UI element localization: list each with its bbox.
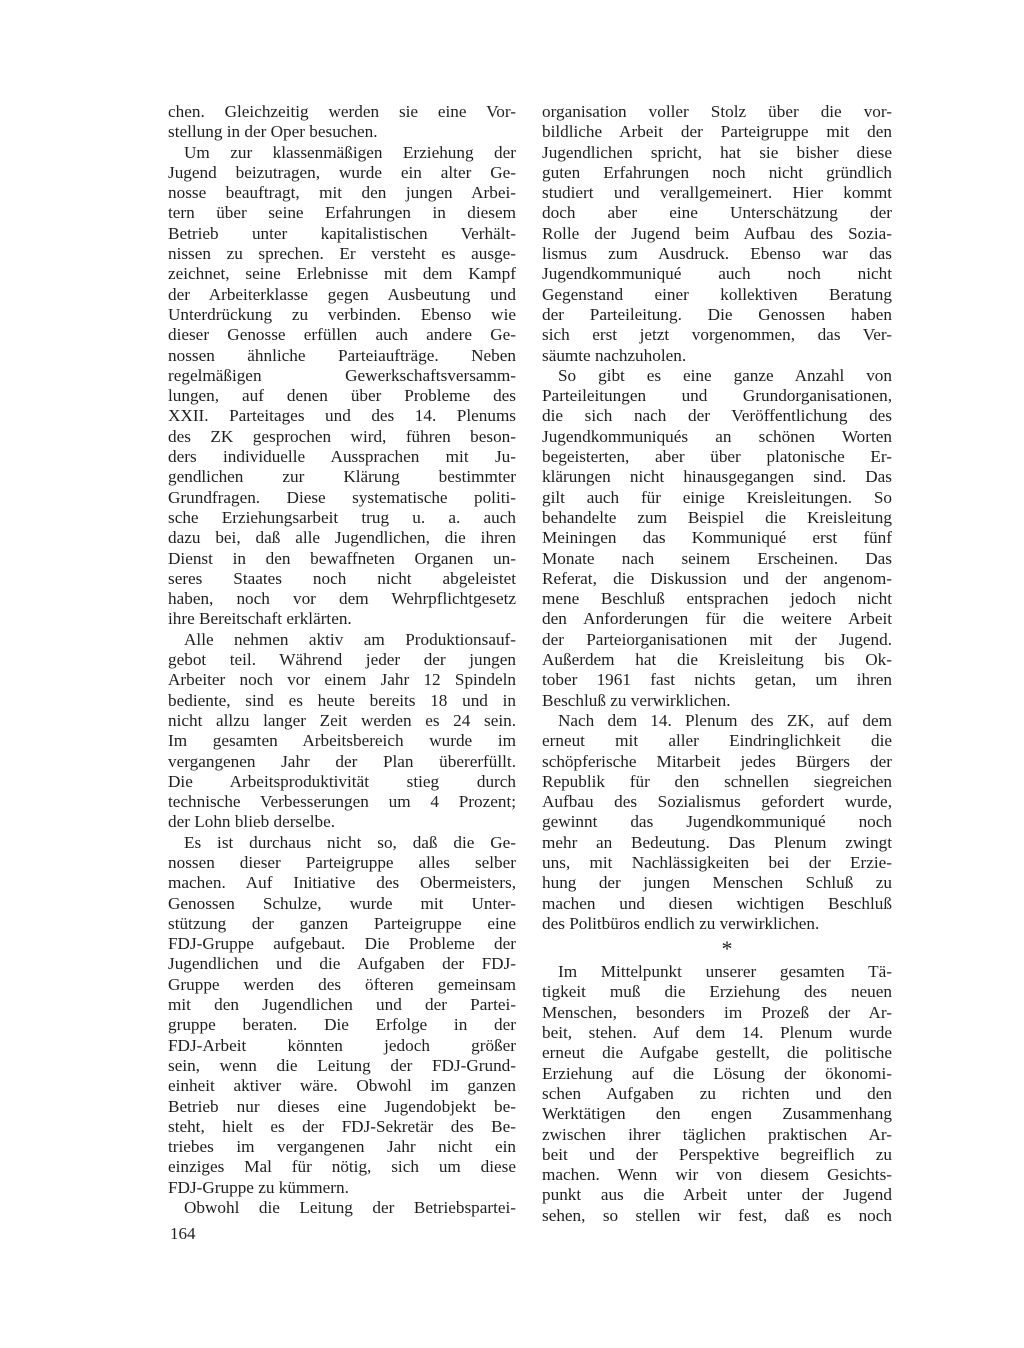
text-line: der Parteiorganisationen mit der Jugend. [542,629,892,649]
text-line: sein, wenn die Leitung der FDJ-Grund- [168,1055,516,1075]
text-line: säumte nachzuholen. [542,345,687,365]
text-line: erneut mit aller Eindringlichkeit die [542,731,892,751]
text-line: gendlichen zur Klärung bestimmter [168,467,516,487]
text-line: der Lohn blieb derselbe. [168,812,336,832]
text-line: begeisterten, aber über platonische Er- [542,447,892,467]
text-line: guten Erfahrungen noch nicht gründlich [542,162,892,182]
text-line: Gruppe werden des öfteren gemeinsam [168,974,516,994]
text-line: machen. Auf Initiative des Obermeisters, [168,873,516,893]
text-line: erneut die Aufgabe gestellt, die politische [542,1043,892,1063]
section-separator: * [721,936,733,962]
text-line: FDJ-Gruppe aufgebaut. Die Probleme der [168,934,516,954]
text-line: sich erst jetzt vorgenommen, das Ver- [542,325,892,345]
text-line: der Arbeiterklasse gegen Ausbeutung und [168,284,516,304]
text-line: Außerdem hat die Kreisleitung bis Ok- [542,650,892,670]
text-line: Monate nach seinem Erscheinen. Das [542,548,892,568]
text-line: Betrieb unter kapitalistischen Verhält- [168,223,516,243]
text-line: triebes im vergangenen Jahr nicht ein [168,1137,516,1157]
text-line: technische Verbesserungen um 4 Prozent; [168,792,516,812]
text-line: Die Arbeitsproduktivität stieg durch [168,771,516,791]
text-line: Parteileitungen und Grundorganisationen, [542,386,892,406]
text-line: Grundfragen. Diese systematische politi- [168,487,516,507]
text-line: Republik für den schnellen siegreichen [542,771,892,791]
text-line: machen. Wenn wir von diesem Gesichts- [542,1165,892,1185]
text-line: Gegenstand einer kollektiven Beratung [542,284,892,304]
text-line: einheit aktiver wäre. Obwohl im ganzen [168,1076,516,1096]
text-line: nossen dieser Parteigruppe alles selber [168,852,516,872]
text-line: FDJ-Arbeit könnten jedoch größer [168,1035,516,1055]
text-line: Beschluß zu verwirklichen. [542,690,731,710]
text-line: Referat, die Diskussion und der angenom- [542,568,892,588]
text-line: Dienst in den bewaffneten Organen un- [168,548,516,568]
text-line: klärungen nicht hinausgegangen sind. Das [542,467,892,487]
text-line: Unterdrückung zu verbinden. Ebenso wie [168,304,516,324]
text-line: Um zur klassenmäßigen Erziehung der [184,142,516,162]
text-line: lungen, auf denen über Probleme des [168,386,516,406]
text-line: stellung in der Oper besuchen. [168,122,378,142]
text-line: Im gesamten Arbeitsbereich wurde im [168,731,516,751]
text-line: bildliche Arbeit der Parteigruppe mit den [542,122,892,142]
text-line: dazu bei, daß alle Jugendlichen, die ihren [168,528,516,548]
text-line: Es ist durchaus nicht so, daß die Ge- [184,832,516,852]
text-line: tober 1961 fast nichts getan, um ihren [542,670,892,690]
text-line: regelmäßigen Gewerkschaftsversamm- [168,365,516,385]
text-line: mehr an Bedeutung. Das Plenum zwingt [542,832,892,852]
text-line: hung der jungen Menschen Schluß zu [542,873,892,893]
text-line: ders individuelle Aussprachen mit Ju- [168,447,516,467]
text-line: Obwohl die Leitung der Betriebspartei- [184,1198,516,1218]
text-line: Werktätigen den engen Zusammenhang [542,1104,892,1124]
text-line: Nach dem 14. Plenum des ZK, auf dem [558,710,892,730]
text-line: beit und der Perspektive begreiflich zu [542,1144,892,1164]
text-line: vergangenen Jahr der Plan übererfüllt. [168,751,516,771]
text-line: nissen zu sprechen. Er versteht es ausge- [168,244,516,264]
text-line: organisation voller Stolz über die vor- [542,102,892,121]
text-line: mene Beschluß entsprachen jedoch nicht [542,589,892,609]
text-line: Jugendlichen spricht, hat sie bisher diese [542,142,892,162]
text-line: seres Staates noch nicht abgeleistet [168,568,516,588]
text-line: Jugendlichen und die Aufgaben der FDJ- [168,954,516,974]
text-line: tern über seine Erfahrungen in diesem [168,203,516,223]
text-line: beit, stehen. Auf dem 14. Plenum wurde [542,1023,892,1043]
text-line: zeichnet, seine Erlebnisse mit dem Kampf [168,264,516,284]
text-line: doch aber eine Unterschätzung der [542,203,892,223]
text-line: schen Aufgaben zu richten und den [542,1083,892,1103]
text-line: der Parteileitung. Die Genossen haben [542,304,892,324]
text-line: Jugendkommuniqués an schönen Worten [542,426,892,446]
text-line: dieser Genosse erfüllen auch andere Ge- [168,325,516,345]
text-line: nicht allzu langer Zeit werden es 24 sein. [168,710,516,730]
text-line: Jugendkommuniqué auch noch nicht [542,264,892,284]
text-line: So gibt es eine ganze Anzahl von [558,365,892,385]
text-line: ihre Bereitschaft erklärten. [168,609,352,629]
text-line: stützung der ganzen Parteigruppe eine [168,913,516,933]
text-line: Betrieb nur dieses eine Jugendobjekt be- [168,1096,516,1116]
text-line: lismus zum Ausdruck. Ebenso war das [542,244,892,264]
text-line: gilt auch für einige Kreisleitungen. So [542,487,892,507]
text-line: einziges Mal für nötig, sich um diese [168,1157,516,1177]
text-line: gruppe beraten. Die Erfolge in der [168,1015,516,1035]
text-line: haben, noch vor dem Wehrpflichtgesetz [168,589,516,609]
text-line: tigkeit muß die Erziehung des neuen [542,982,892,1002]
text-line: machen und diesen wichtigen Beschluß [542,893,892,913]
text-line: punkt aus die Arbeit unter der Jugend [542,1185,892,1205]
text-line: XXII. Parteitages und des 14. Plenums [168,406,516,426]
text-line: zwischen ihrer täglichen praktischen Ar- [542,1124,892,1144]
text-line: Menschen, besonders im Prozeß der Ar- [542,1002,892,1022]
text-line: Genossen Schulze, wurde mit Unter- [168,893,516,913]
text-line: chen. Gleichzeitig werden sie eine Vor- [168,102,516,121]
right-column-part-a [542,102,892,934]
text-line: die sich nach der Veröffentlichung des [542,406,892,426]
text-line: des Politbüros endlich zu verwirklichen. [542,913,820,933]
text-line: schöpferische Mitarbeit jedes Bürgers der [542,751,892,771]
text-line: studiert und verallgemeinert. Hier kommt [542,183,892,203]
text-line: sehen, so stellen wir fest, daß es noch [542,1205,892,1225]
text-line: des ZK gesprochen wird, führen beson- [168,426,516,446]
text-line: Aufbau des Sozialismus gefordert wurde, [542,792,892,812]
text-line: mit den Jugendlichen und der Partei- [168,995,516,1015]
text-line: gebot teil. Während jeder der jungen [168,650,516,670]
text-line: nosse beauftragt, mit den jungen Arbei- [168,183,516,203]
right-text-column [542,102,892,1226]
text-line: Rolle der Jugend beim Aufbau des Sozia- [542,223,892,243]
text-line: Im Mittelpunkt unserer gesamten Tä- [558,962,892,982]
text-line: bediente, sind es heute bereits 18 und in [168,690,516,710]
text-line: Jugend beizutragen, wurde ein alter Ge- [168,162,516,182]
text-line: uns, mit Nachlässigkeiten bei der Erzie- [542,852,892,872]
text-line: Erziehung auf die Lösung der ökonomi- [542,1063,892,1083]
right-column-part-b [542,962,892,1226]
text-line: gewinnt das Jugendkommuniqué noch [542,812,892,832]
text-line: sche Erziehungsarbeit trug u. a. auch [168,507,516,527]
page-number: 164 [170,1224,196,1243]
text-line: den Anforderungen für die weitere Arbeit [542,609,892,629]
text-line: Alle nehmen aktiv am Produktionsauf- [184,629,516,649]
text-line: Arbeiter noch vor einem Jahr 12 Spindeln [168,670,516,690]
left-text-column [168,102,516,1218]
text-line: FDJ-Gruppe zu kümmern. [168,1177,349,1197]
text-line: Meiningen das Kommuniqué erst fünf [542,528,892,548]
text-line: nossen ähnliche Parteiaufträge. Neben [168,345,516,365]
text-line: behandelte zum Beispiel die Kreisleitung [542,507,892,527]
text-line: steht, hielt es der FDJ-Sekretär des Be- [168,1116,516,1136]
